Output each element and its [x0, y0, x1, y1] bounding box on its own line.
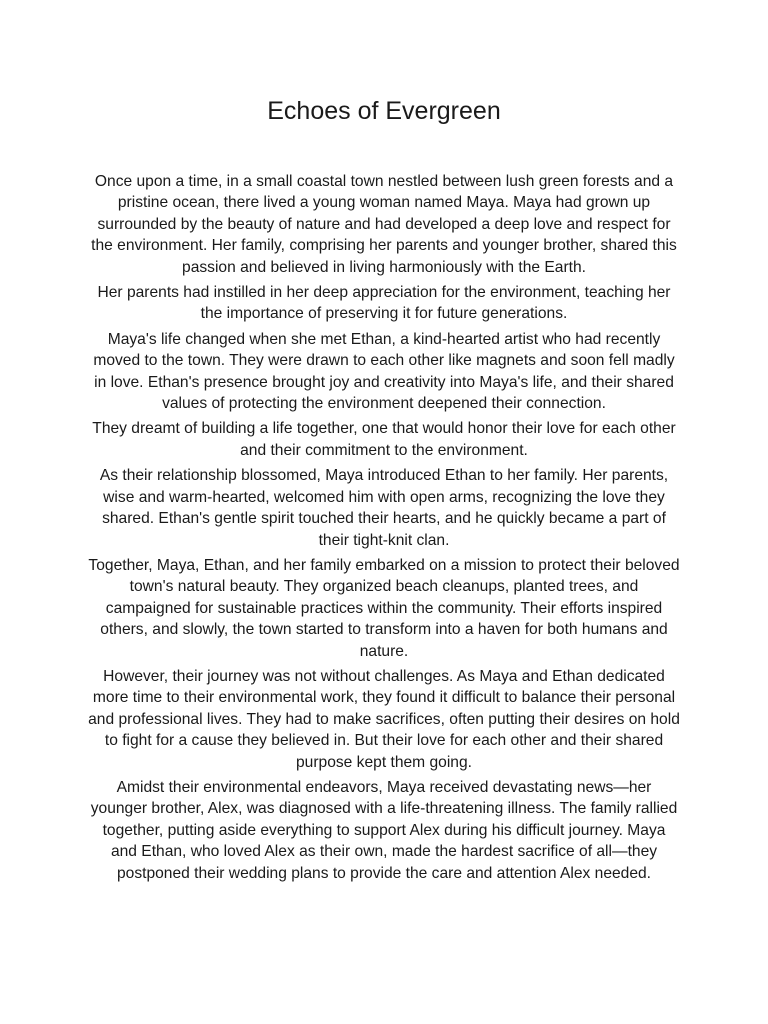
document-title: Echoes of Evergreen: [267, 97, 501, 125]
paragraph-5: As their relationship blossomed, Maya introduced Ethan to her family. Her parents, wise and warm-hearted, welcomed him with open arms, recognizing the love they shared. Ethan's gentle spirit touched their hearts, and he quickly became a part of their tight-knit clan.: [99, 467, 669, 549]
paragraph-1: Once upon a time, in a small coastal town nestled between lush green forests and a pristine ocean, there lived a young woman named Maya. Maya had grown up surrounded by the beauty of nature and had developed a deep love and respect for the environment. Her family, comprising her parents and younger brother, shared this passion and believed in living harmoniously with the Earth.: [91, 173, 677, 276]
paragraph-7: However, their journey was not without challenges. As Maya and Ethan dedicated more time to their environmental work, they found it difficult to balance their personal and professional lives. They had to make sacrifices, often putting their desires on hold to fight for a cause they believed in. But their love for each other and their shared purpose kept them going.: [88, 667, 680, 771]
paragraph-8: Amidst their environmental endeavors, Maya received devastating news—her younger brother, Alex, was diagnosed with a life-threatening illness. The family rallied together, putting aside everything to support Alex during his difficult journey. Maya and Ethan, who loved Alex as their own, made the hardest sacrifice of all—they postponed their wedding plans to provide the care and attention Alex needed.: [90, 778, 678, 882]
paragraph-6: Together, Maya, Ethan, and her family embarked on a mission to protect their beloved town's natural beauty. They organized beach cleanups, planted trees, and campaigned for sustainable practices within the community. Their efforts inspired others, and slowly, the town started to transform into a haven for both humans and nature.: [88, 556, 680, 660]
document-body: [88, 171, 680, 888]
paragraph-4: They dreamt of building a life together, one that would honor their love for each other and their commitment to the environment.: [92, 420, 676, 459]
paragraph-2: Her parents had instilled in her deep appreciation for the environment, teaching her the importance of preserving it for future generations.: [97, 284, 671, 323]
paragraph-3: Maya's life changed when she met Ethan, a kind-hearted artist who had recently moved to the town. They were drawn to each other like magnets and soon fell madly in love. Ethan's presence brought joy and creativity into Maya's life, and their shared values of protecting the environment deepened their connection.: [93, 330, 675, 413]
